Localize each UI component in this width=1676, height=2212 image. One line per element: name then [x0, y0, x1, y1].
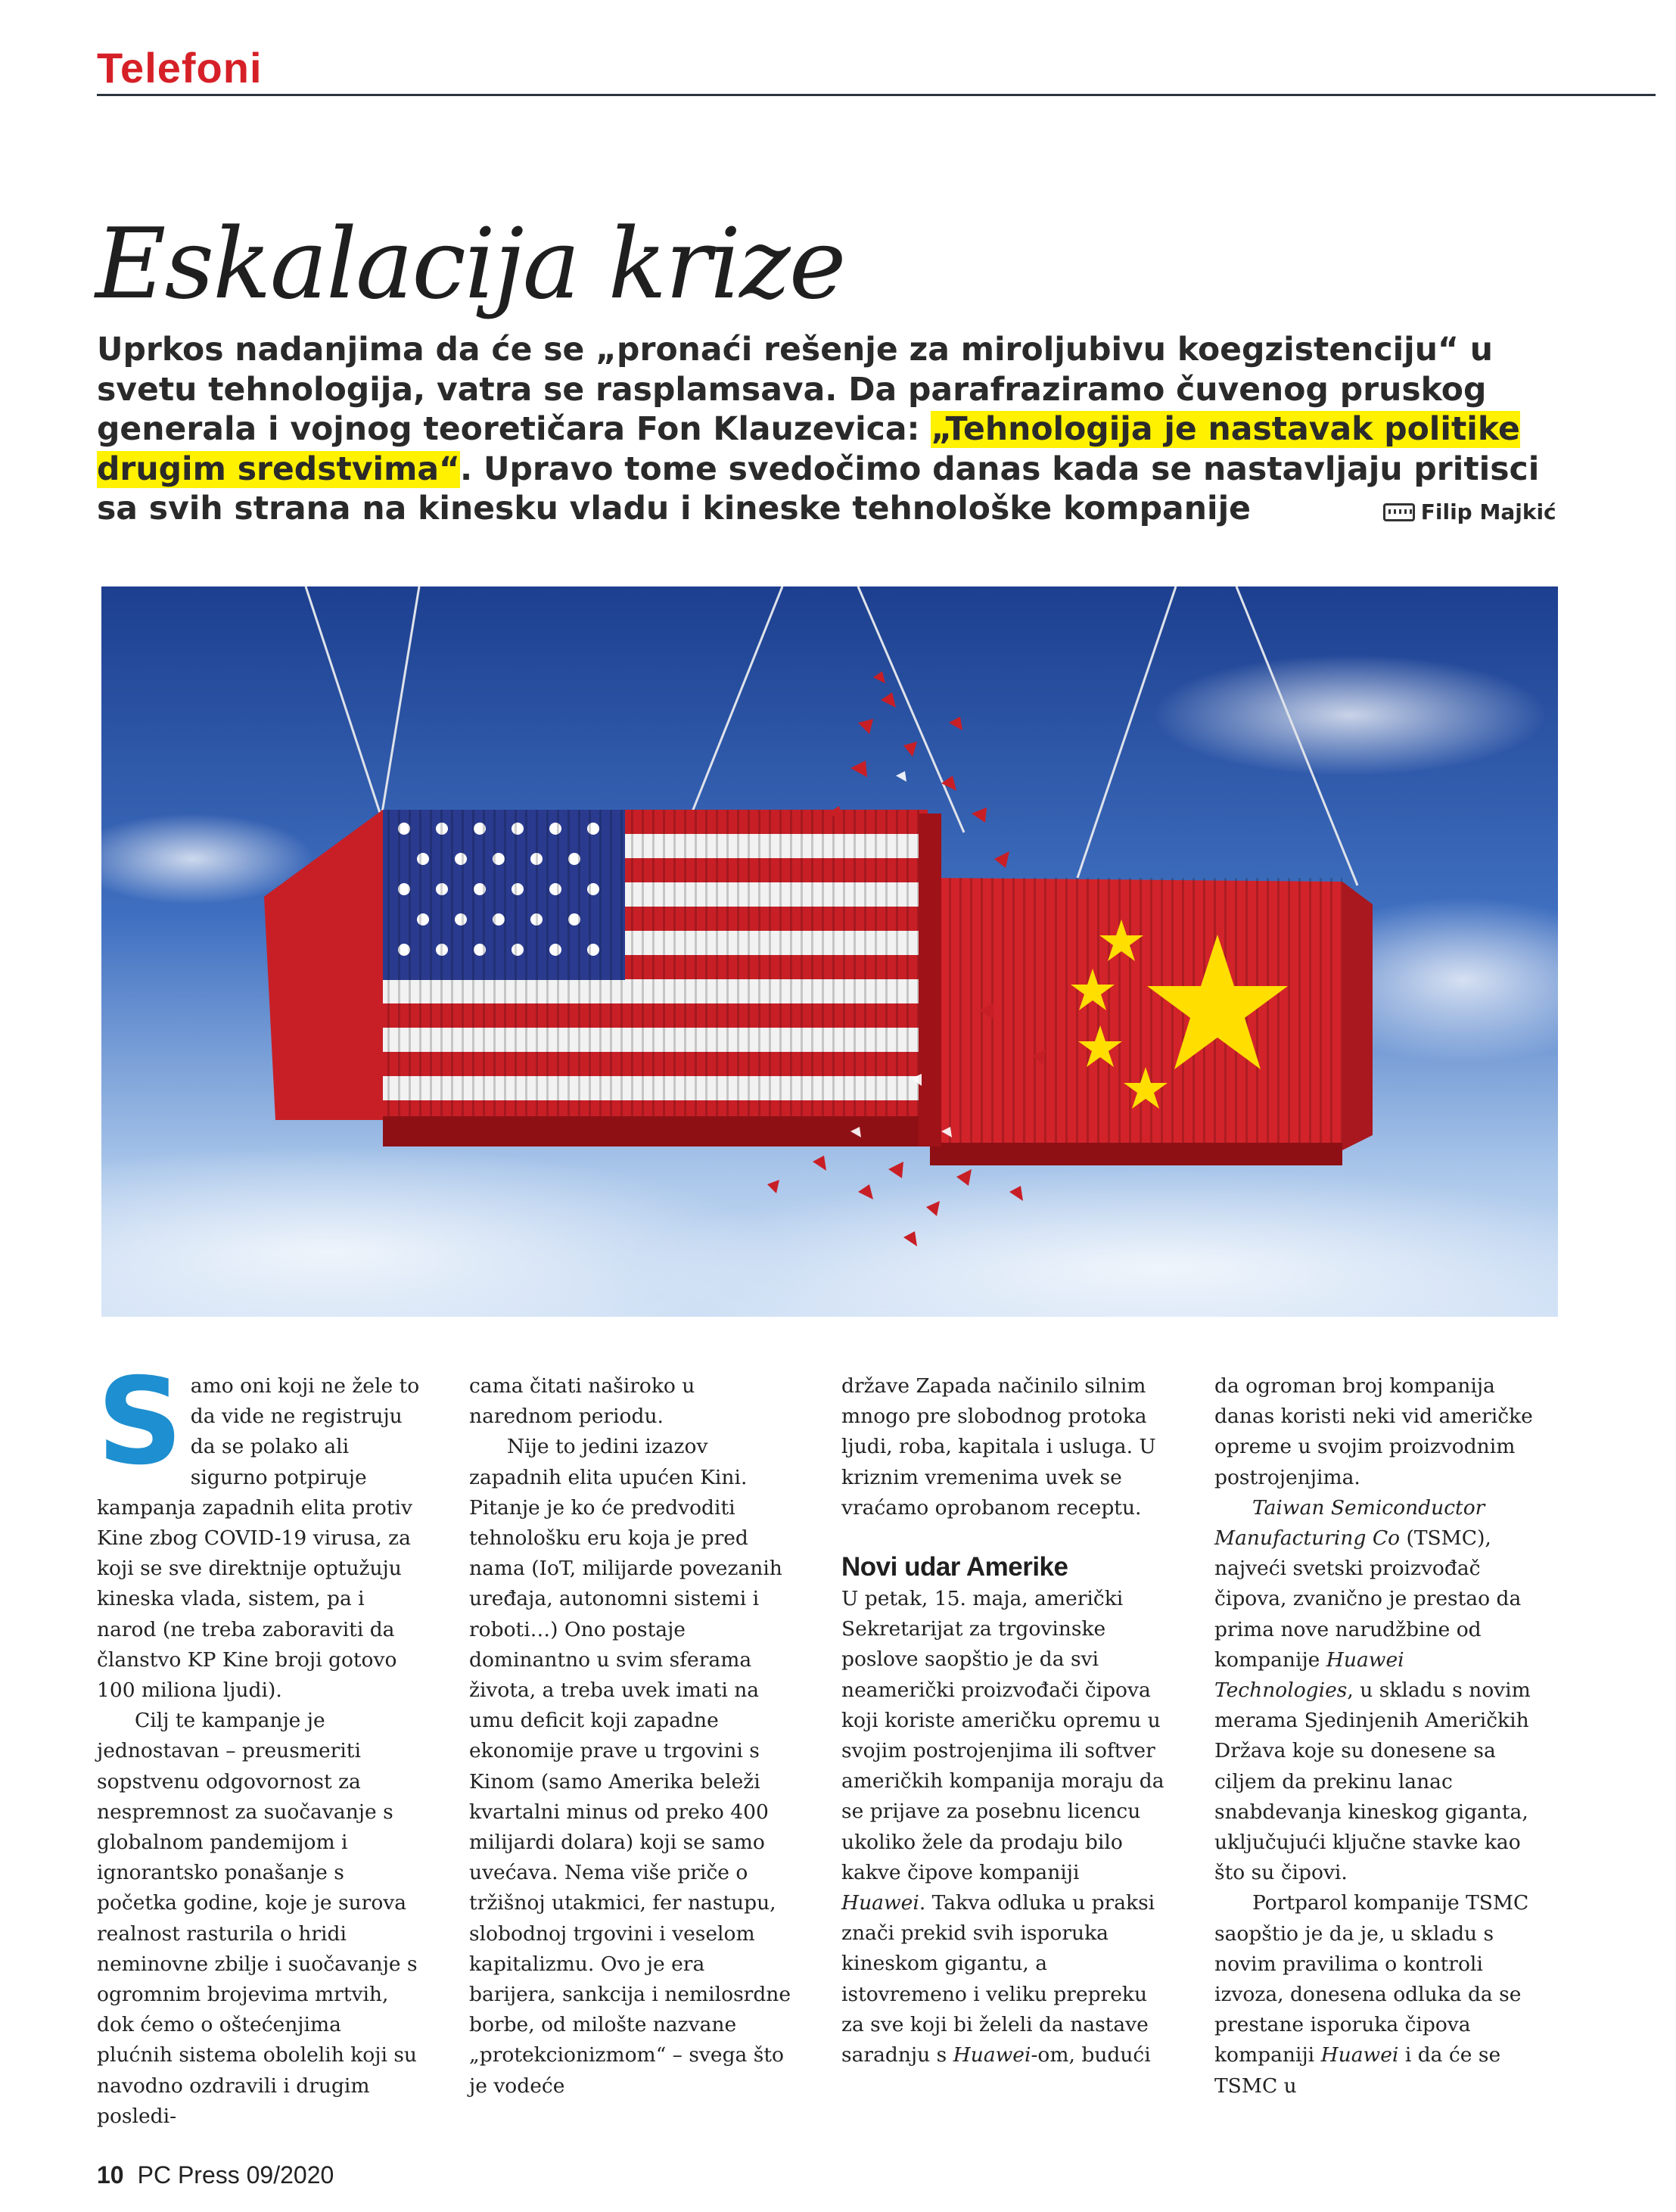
lead-text-1: Uprkos nadanjima da će se „pronaći rešenje za miroljubivu koegzistenciju“ u svetu tehnologija, vatra se rasplamsava. Da parafraziramo čuvenog pruskog generala i vojnog teoretičara Fon Klauzevica:	[97, 331, 1493, 448]
paragraph	[841, 1584, 1167, 2070]
paragraph: amo oni koji ne žele to da vide ne registruju da se polako ali sigurno potpiruje kampanja zapadnih elita protiv Kine zbog COVID-19 virusa, za koji se sve direktnije optužuju kineska vlada, sistem, pa i narod (ne treba zaboraviti da članstvo KP Kine broji gotovo 100 miliona ljudi).	[97, 1374, 420, 1703]
text-run: , u skladu s novim merama Sjedinjenih Američkih Država koje su donesene sa ciljem da prekinu lanac snabdevanja kineskog giganta, uključujući ključne stavke kao što su čipovi.	[1214, 1678, 1531, 1885]
lead-highlight: „Tehnologija je nastavak politike drugim sredstvima“	[97, 411, 1520, 488]
company-name: Taiwan Semiconductor Manufacturing Co	[1214, 1495, 1485, 1551]
article-title: Eskalacija krize	[95, 208, 845, 321]
text-run: . Takva odluka u praksi znači prekid svih isporuka kineskom gigantu, a istovremeno i veliku prepreku za sve koji bi želeli da nastave saradnju s	[841, 1891, 1155, 2067]
lead-text-2: . Upravo tome svedočimo danas kada se nastavljaju pritisci sa svih strana na kinesku vladu i kineske tehnološke kompanije	[97, 450, 1540, 527]
byline	[1383, 499, 1556, 524]
paragraph: da ogroman broj kompanija danas koristi neki vid američke opreme u svojim proizvodnim postrojenjima.	[1214, 1374, 1533, 1489]
keyboard-icon	[1383, 503, 1415, 521]
column-3	[841, 1371, 1167, 2070]
text-run: i da će se TSMC u	[1214, 2043, 1501, 2098]
company-name: Huawei	[1320, 2043, 1399, 2067]
article-lead	[97, 331, 1565, 533]
subheading: Novi udar Amerike	[841, 1552, 1068, 1582]
paragraph	[1214, 1888, 1540, 2101]
column-2	[469, 1371, 794, 2102]
page-number: 10	[97, 2161, 124, 2189]
drop-cap: S	[97, 1352, 183, 1492]
page-footer	[97, 2161, 334, 2189]
paragraph: cama čitati naširoko u narednom periodu.	[469, 1374, 695, 1429]
company-name: Huawei Technologies	[1214, 1647, 1404, 1703]
text-run: -om, budući	[1031, 2043, 1151, 2067]
issue-label: PC Press 09/2020	[137, 2161, 334, 2189]
text-run: (TSMC), najveći svetski proizvođač čipova, zvanično je prestao da prima nove narudžbine od kompanije	[1214, 1526, 1522, 1672]
paragraph: Nije to jedini izazov zapadnih elita upućen Kini. Pitanje je ko će predvoditi tehnološku eru koja je pred nama (IoT, milijarde povezanih uređaja, autonomni sistemi i roboti…) Ono postaje dominantno u svim sferama života, a treba uvek imati na umu deficit koji zapadne ekonomije prave u trgovini s Kinom (samo Amerika beleži kvartalni minus od preko 400 milijardi dolara) koji se samo uvećava. Nema više priče o tržišnoj utakmici, fer nastupu, slobodnoj trgovini i veselom kapitalizmu. Ovo je era barijera, sankcija i nemilosrdne borbe, od milošte nazvane „protekcionizmom“ – svega što je vodeće	[469, 1435, 791, 2098]
company-name: Huawei	[953, 2043, 1031, 2067]
company-name: Huawei	[841, 1891, 919, 1915]
hero-image	[101, 586, 1558, 1317]
section-label: Telefoni	[97, 44, 263, 92]
text-run: Portparol kompanije TSMC saopštio je da je, u skladu s novim pravilima o kontroli izvoza, donesena odluka da se prestane isporuka čipova kompaniji	[1214, 1891, 1529, 2067]
paragraph: Cilj te kampanje je jednostavan – preusmeriti sopstvenu odgovornost za nespremnost za suočavanje s globalnom pandemijom i ignorantsko ponašanje s početka godine, koje je surova realnost rasturila o hridi neminovne zbilje i suočavanje s ogromnim brojevima mrtvih, dok ćemo o oštećenjima plućnih sistema obolelih koji su navodno ozdravili i drugim posledi-	[97, 1709, 418, 2128]
paragraph: države Zapada načinilo silnim mnogo pre slobodnog protoka ljudi, roba, kapitala i usluga. U kriznim vremenima uvek se vraćamo oprobanom receptu.	[841, 1374, 1156, 1520]
header-rule	[97, 94, 1656, 96]
column-1	[97, 1352, 422, 2132]
paragraph	[1214, 1493, 1540, 1889]
column-4	[1214, 1371, 1540, 2102]
text-run: U petak, 15. maja, američki Sekretarijat za trgovinske poslove saopštio je da svi neamerički proizvođači čipova koji koriste američku opremu u svojim postrojenjima ili softver američkih kompanija moraju da se prijave za posebnu licencu ukoliko žele da prodaju bilo kakve čipove kompaniji	[841, 1587, 1164, 1884]
author-name: Filip Majkić	[1420, 499, 1556, 524]
